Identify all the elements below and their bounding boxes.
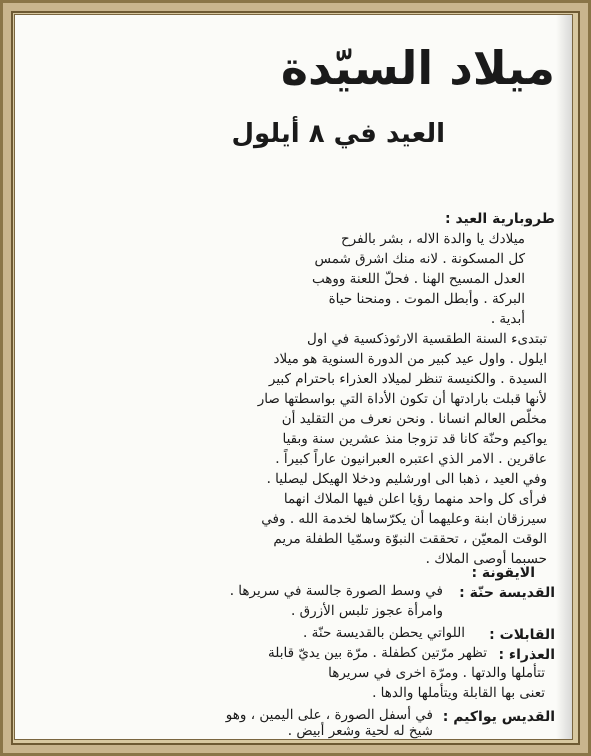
icon-section-heading: الايقونة : bbox=[471, 565, 535, 581]
body-line: لأنها قبلت بارادتها أن تكون الأداة التي بواسطتها صار bbox=[257, 391, 547, 407]
troparion-line: العدل المسيح الهنا . فحلّ اللعنة ووهب bbox=[311, 271, 525, 287]
document-page bbox=[14, 14, 573, 740]
body-line: حسبما أوصى الملاك . bbox=[425, 551, 547, 567]
troparion-line: كل المسكونة . لانه منك اشرق شمس bbox=[314, 251, 525, 267]
body-line: تبتدىء السنة الطقسية الارثوذكسية في اول bbox=[307, 331, 547, 347]
document-content bbox=[35, 15, 555, 739]
icon-item-line: اللواتي يحطن بالقديسة حنّة . bbox=[303, 625, 465, 641]
icon-item-line: شيخ له لحية وشعر أبيض . bbox=[287, 723, 433, 739]
icon-item-line: تظهر مرّتين كطفلة . مرّة بين يديّ قابلة bbox=[268, 645, 487, 661]
icon-item-line: في وسط الصورة جالسة في سريرها . bbox=[229, 583, 443, 599]
icon-item-line: وامرأة عجوز تلبس الأزرق . bbox=[291, 603, 443, 619]
troparion-heading: طروبارية العيد : bbox=[444, 211, 555, 227]
icon-item-label: القابلات : bbox=[489, 627, 555, 643]
troparion-line: أبدية . bbox=[490, 311, 525, 327]
body-line: الوقت المعيّن ، تحققت النبوّة وسمّيا الطفلة مريم bbox=[273, 531, 547, 547]
body-line: سيرزقان ابنة وعليهما أن يكرّساها لخدمة الله . وفي bbox=[261, 511, 547, 527]
troparion-line: البركة . وأبطل الموت . ومنحنا حياة bbox=[328, 291, 525, 307]
page-subtitle: العيد في ٨ أيلول bbox=[231, 119, 445, 149]
icon-item-line: تعنى بها القابلة ويتأملها والدها . bbox=[372, 685, 545, 701]
icon-item-label: العذراء : bbox=[498, 647, 555, 663]
troparion-line: ميلادك يا والدة الاله ، بشر بالفرح bbox=[340, 231, 525, 247]
body-line: عاقرين . الامر الذي اعتبره العبرانيون عاراً كبيراً . bbox=[275, 451, 547, 467]
icon-item-label: القديسة حنّة : bbox=[459, 585, 555, 601]
body-line: السيدة . والكنيسة تنظر لميلاد العذراء باحترام كبير bbox=[268, 371, 547, 387]
icon-item-line: تتأملها والدتها . ومرّة اخرى في سريرها bbox=[328, 665, 545, 681]
icon-item-line: في أسفل الصورة ، على اليمين ، وهو bbox=[225, 707, 433, 723]
body-line: ايلول . واول عيد كبير من الدورة السنوية هو ميلاد bbox=[273, 351, 547, 367]
body-line: فرأى كل واحد منهما رؤيا اعلن فيها الملاك انهما bbox=[283, 491, 547, 507]
body-line: يواكيم وحنّة كانا قد تزوجا منذ عشرين سنة وبقيا bbox=[282, 431, 547, 447]
body-line: مخلّص العالم انسانا . ونحن نعرف من التقليد أن bbox=[281, 411, 547, 427]
icon-item-label: القديس يواكيم : bbox=[442, 709, 555, 725]
page-title: ميلاد السيّدة bbox=[280, 41, 555, 95]
page-edge-shadow bbox=[556, 15, 572, 739]
body-line: وفي العيد ، ذهبا الى اورشليم ودخلا الهيكل ليصليا . bbox=[266, 471, 547, 487]
